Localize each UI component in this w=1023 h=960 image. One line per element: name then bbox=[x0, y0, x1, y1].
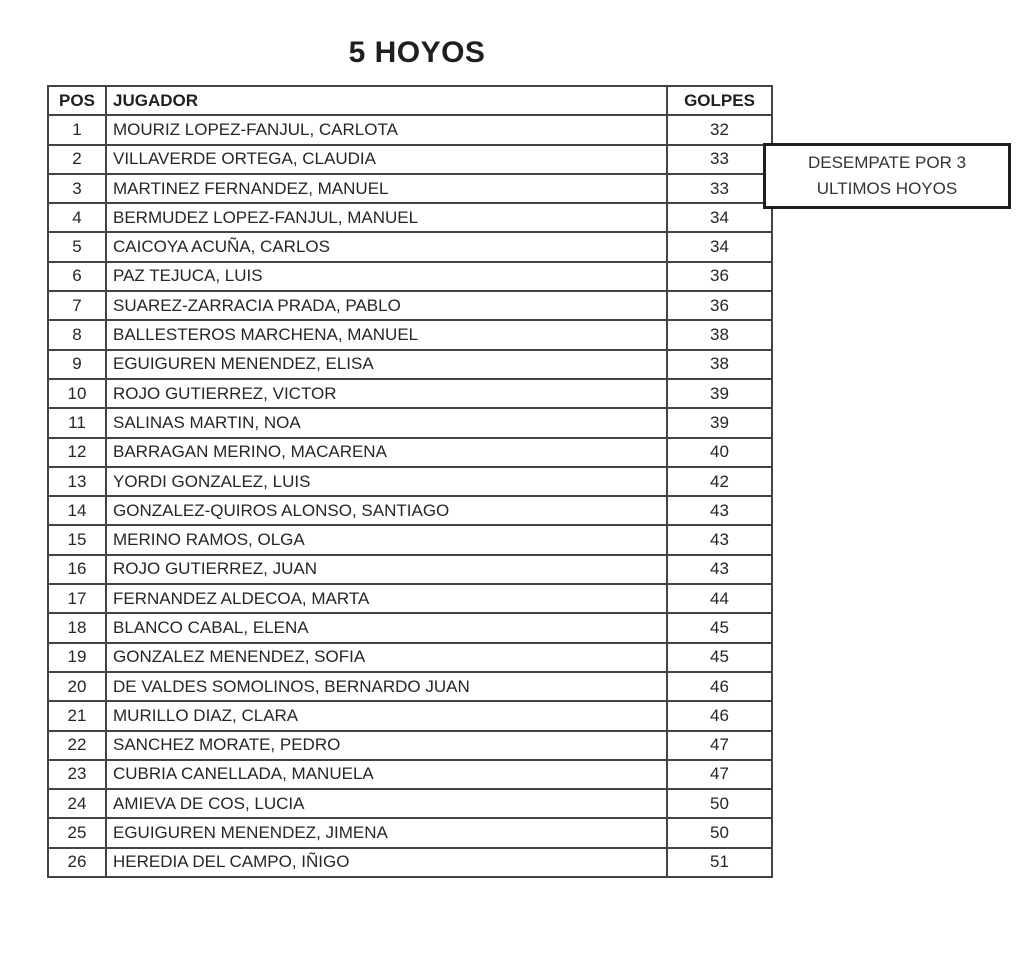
table-row bbox=[48, 613, 772, 642]
cell-jugador: EGUIGUREN MENENDEZ, JIMENA bbox=[106, 818, 667, 847]
cell-golpes: 46 bbox=[667, 701, 772, 730]
cell-golpes: 42 bbox=[667, 467, 772, 496]
cell-golpes: 39 bbox=[667, 379, 772, 408]
cell-pos: 3 bbox=[48, 174, 106, 203]
table-row bbox=[48, 320, 772, 349]
table-row bbox=[48, 262, 772, 291]
cell-jugador: SALINAS MARTIN, NOA bbox=[106, 408, 667, 437]
cell-jugador: DE VALDES SOMOLINOS, BERNARDO JUAN bbox=[106, 672, 667, 701]
cell-pos: 20 bbox=[48, 672, 106, 701]
cell-jugador: MOURIZ LOPEZ-FANJUL, CARLOTA bbox=[106, 115, 667, 144]
cell-jugador: SANCHEZ MORATE, PEDRO bbox=[106, 731, 667, 760]
header-row bbox=[48, 86, 772, 115]
cell-jugador: MARTINEZ FERNANDEZ, MANUEL bbox=[106, 174, 667, 203]
table-row bbox=[48, 350, 772, 379]
cell-golpes: 38 bbox=[667, 350, 772, 379]
cell-jugador: YORDI GONZALEZ, LUIS bbox=[106, 467, 667, 496]
cell-jugador: BLANCO CABAL, ELENA bbox=[106, 613, 667, 642]
cell-jugador: HEREDIA DEL CAMPO, IÑIGO bbox=[106, 848, 667, 877]
cell-golpes: 47 bbox=[667, 760, 772, 789]
table-row bbox=[48, 467, 772, 496]
cell-jugador: EGUIGUREN MENENDEZ, ELISA bbox=[106, 350, 667, 379]
cell-golpes: 40 bbox=[667, 438, 772, 467]
table-row bbox=[48, 174, 772, 203]
tiebreak-note-box bbox=[763, 143, 1011, 209]
cell-pos: 9 bbox=[48, 350, 106, 379]
cell-pos: 12 bbox=[48, 438, 106, 467]
cell-golpes: 47 bbox=[667, 731, 772, 760]
cell-pos: 24 bbox=[48, 789, 106, 818]
table-row bbox=[48, 848, 772, 877]
cell-golpes: 32 bbox=[667, 115, 772, 144]
tiebreak-note-line2: ULTIMOS HOYOS bbox=[816, 179, 958, 198]
table-row bbox=[48, 291, 772, 320]
cell-pos: 4 bbox=[48, 203, 106, 232]
table-row bbox=[48, 760, 772, 789]
cell-pos: 26 bbox=[48, 848, 106, 877]
cell-pos: 21 bbox=[48, 701, 106, 730]
table-row bbox=[48, 145, 772, 174]
cell-pos: 13 bbox=[48, 467, 106, 496]
cell-pos: 8 bbox=[48, 320, 106, 349]
table-row bbox=[48, 496, 772, 525]
cell-golpes: 51 bbox=[667, 848, 772, 877]
cell-golpes: 36 bbox=[667, 291, 772, 320]
table-body bbox=[48, 115, 772, 877]
cell-jugador: CAICOYA ACUÑA, CARLOS bbox=[106, 232, 667, 261]
cell-golpes: 43 bbox=[667, 496, 772, 525]
cell-pos: 1 bbox=[48, 115, 106, 144]
cell-golpes: 34 bbox=[667, 203, 772, 232]
table-row bbox=[48, 643, 772, 672]
cell-pos: 17 bbox=[48, 584, 106, 613]
results-table bbox=[47, 85, 773, 878]
cell-jugador: MURILLO DIAZ, CLARA bbox=[106, 701, 667, 730]
cell-golpes: 50 bbox=[667, 818, 772, 847]
cell-pos: 22 bbox=[48, 731, 106, 760]
cell-jugador: FERNANDEZ ALDECOA, MARTA bbox=[106, 584, 667, 613]
cell-jugador: MERINO RAMOS, OLGA bbox=[106, 525, 667, 554]
table-row bbox=[48, 701, 772, 730]
table-row bbox=[48, 203, 772, 232]
cell-pos: 15 bbox=[48, 525, 106, 554]
table-row bbox=[48, 408, 772, 437]
cell-jugador: BERMUDEZ LOPEZ-FANJUL, MANUEL bbox=[106, 203, 667, 232]
table-row bbox=[48, 818, 772, 847]
cell-golpes: 43 bbox=[667, 555, 772, 584]
cell-pos: 23 bbox=[48, 760, 106, 789]
header-golpes: GOLPES bbox=[667, 86, 772, 115]
cell-pos: 25 bbox=[48, 818, 106, 847]
cell-pos: 18 bbox=[48, 613, 106, 642]
table-row bbox=[48, 379, 772, 408]
table-row bbox=[48, 438, 772, 467]
table-row bbox=[48, 672, 772, 701]
cell-pos: 10 bbox=[48, 379, 106, 408]
cell-golpes: 45 bbox=[667, 613, 772, 642]
cell-golpes: 33 bbox=[667, 145, 772, 174]
cell-pos: 14 bbox=[48, 496, 106, 525]
cell-pos: 11 bbox=[48, 408, 106, 437]
cell-golpes: 44 bbox=[667, 584, 772, 613]
table-row bbox=[48, 525, 772, 554]
cell-jugador: GONZALEZ MENENDEZ, SOFIA bbox=[106, 643, 667, 672]
table-row bbox=[48, 555, 772, 584]
cell-jugador: ROJO GUTIERREZ, JUAN bbox=[106, 555, 667, 584]
cell-golpes: 36 bbox=[667, 262, 772, 291]
cell-jugador: BALLESTEROS MARCHENA, MANUEL bbox=[106, 320, 667, 349]
cell-jugador: CUBRIA CANELLADA, MANUELA bbox=[106, 760, 667, 789]
cell-jugador: ROJO GUTIERREZ, VICTOR bbox=[106, 379, 667, 408]
cell-jugador: PAZ TEJUCA, LUIS bbox=[106, 262, 667, 291]
cell-golpes: 38 bbox=[667, 320, 772, 349]
table-header bbox=[48, 86, 772, 115]
cell-jugador: VILLAVERDE ORTEGA, CLAUDIA bbox=[106, 145, 667, 174]
cell-pos: 2 bbox=[48, 145, 106, 174]
cell-jugador: GONZALEZ-QUIROS ALONSO, SANTIAGO bbox=[106, 496, 667, 525]
cell-jugador: AMIEVA DE COS, LUCIA bbox=[106, 789, 667, 818]
cell-golpes: 45 bbox=[667, 643, 772, 672]
cell-golpes: 43 bbox=[667, 525, 772, 554]
table-row bbox=[48, 115, 772, 144]
table-row bbox=[48, 731, 772, 760]
cell-jugador: SUAREZ-ZARRACIA PRADA, PABLO bbox=[106, 291, 667, 320]
header-jugador: JUGADOR bbox=[106, 86, 667, 115]
table-row bbox=[48, 789, 772, 818]
header-pos: POS bbox=[48, 86, 106, 115]
cell-golpes: 50 bbox=[667, 789, 772, 818]
cell-pos: 5 bbox=[48, 232, 106, 261]
tiebreak-note-line1: DESEMPATE POR 3 bbox=[807, 152, 967, 172]
cell-golpes: 46 bbox=[667, 672, 772, 701]
cell-golpes: 39 bbox=[667, 408, 772, 437]
page-title: 5 HOYOS bbox=[348, 36, 486, 69]
cell-golpes: 34 bbox=[667, 232, 772, 261]
cell-golpes: 33 bbox=[667, 174, 772, 203]
table-row bbox=[48, 584, 772, 613]
cell-pos: 6 bbox=[48, 262, 106, 291]
table-row bbox=[48, 232, 772, 261]
cell-pos: 16 bbox=[48, 555, 106, 584]
cell-pos: 7 bbox=[48, 291, 106, 320]
cell-pos: 19 bbox=[48, 643, 106, 672]
cell-jugador: BARRAGAN MERINO, MACARENA bbox=[106, 438, 667, 467]
